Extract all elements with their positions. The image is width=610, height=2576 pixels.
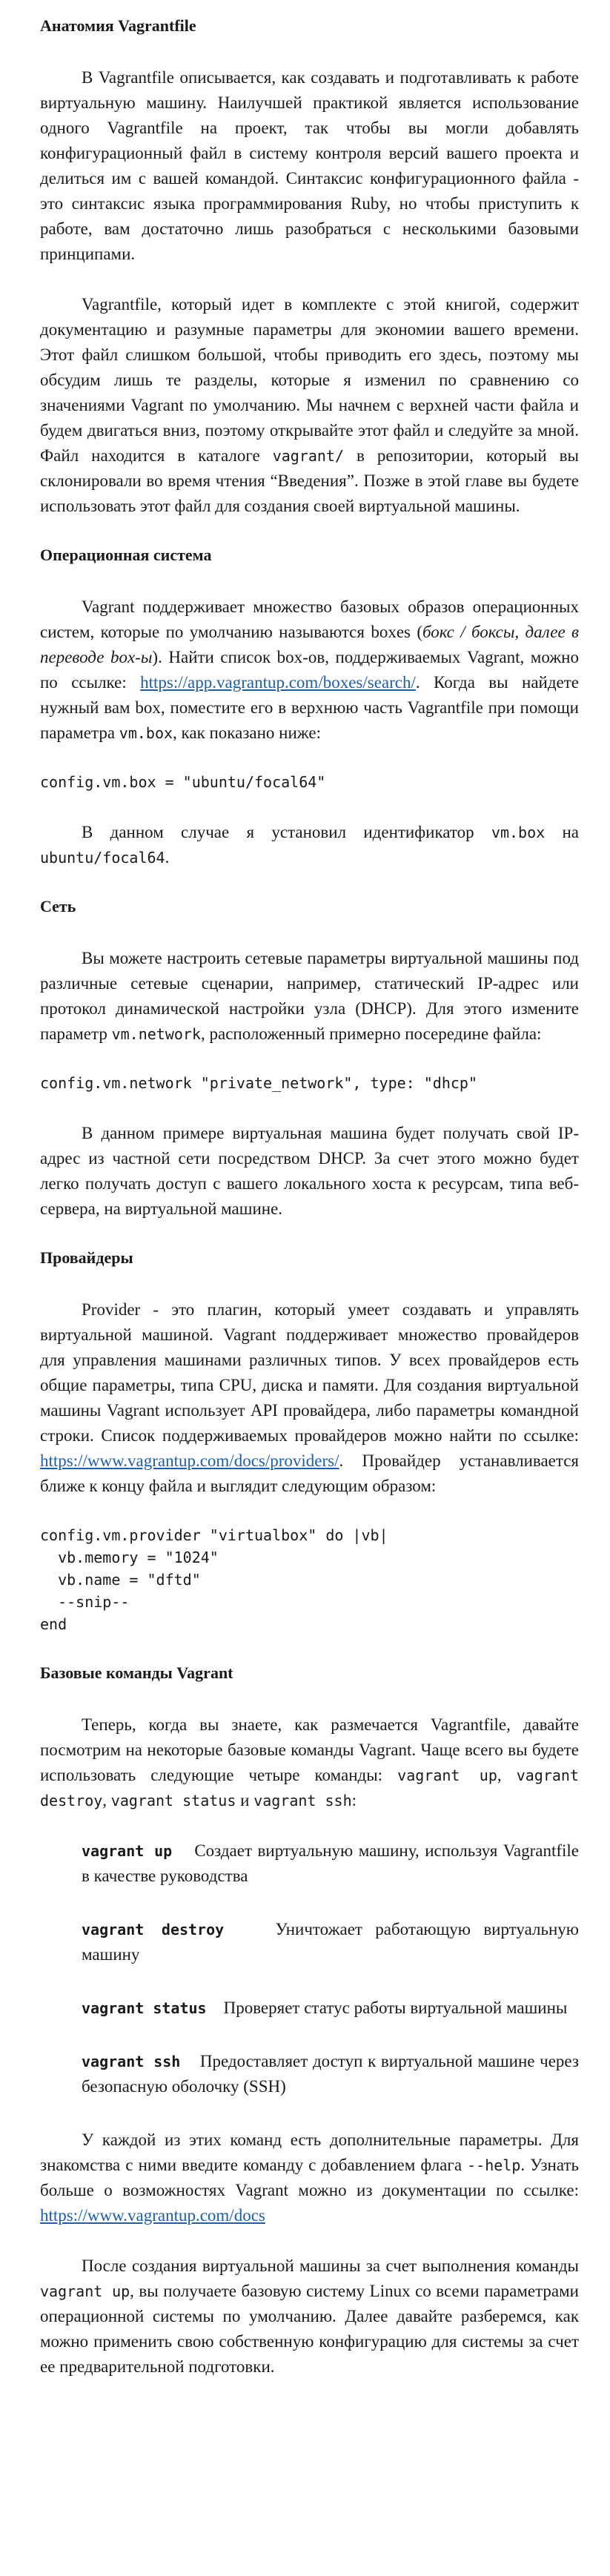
paragraph: Provider - это плагин, который умеет создавать и управлять виртуальной машиной. Vagrant поддерживает множество провайдеров для управления машинами различных типов. У всех провайдеров есть общие параметры, типа CPU, диска и памяти. Для создания виртуальной машины Vagrant использует API провайдера, либо параметры командной строки. Список поддерживаемых провайдеров можно найти по ссылке: https://www.vagrantup.com/docs/providers/. Провайдер устанавливается ближе к концу файла и выглядит следующим образом: <box>40 1300 579 1495</box>
paragraph: В данном случае я установил идентификатор vm.box на ubuntu/focal64. <box>40 823 579 867</box>
command-description: Создает виртуальную машину, используя Vagrantfile в качестве руководства <box>82 1841 579 1885</box>
inline-code: vm.box <box>491 824 546 841</box>
command-description: Уничтожает работающую виртуальную машину <box>82 1920 579 1964</box>
inline-code: ubuntu/focal64 <box>40 849 165 867</box>
inline-code: vagrant up <box>40 2282 130 2300</box>
paragraph: У каждой из этих команд есть дополнительные параметры. Для знакомства с ними введите команду с добавлением флага --help. Узнать больше о возможностях Vagrant можно из документации по ссылке: https://www.vagrantup.com/docs <box>40 2130 579 2225</box>
section-title-commands: Базовые команды Vagrant <box>40 1663 233 1682</box>
command-description: Проверяет статус работы виртуальной машины <box>223 1999 568 2017</box>
providers-docs-link[interactable]: https://www.vagrantup.com/docs/providers/ <box>40 1451 339 1470</box>
paragraph: Теперь, когда вы знаете, как размечается Vagrantfile, давайте посмотрим на некоторые базовые команды Vagrant. Чаще всего вы будете использовать следующие четыре команды: vagrant up, vagrant destroy, vagrant status и vagrant ssh: <box>40 1715 580 1810</box>
section-title-network: Сеть <box>40 897 76 915</box>
inline-code: vagrant ssh <box>253 1792 352 1810</box>
inline-code: vagrant up <box>397 1767 497 1784</box>
command-name: vagrant status <box>82 1999 207 2017</box>
vagrant-docs-link[interactable]: https://www.vagrantup.com/docs <box>40 2206 265 2225</box>
code-block-vm-provider: config.vm.provider "virtualbox" do |vb| vb.memory = "1024" vb.name = "dftd" --snip-- end <box>40 1526 388 1633</box>
inline-code: vagrant/ <box>272 447 345 465</box>
command-item <box>82 1996 579 2021</box>
inline-code: --help <box>467 2156 521 2174</box>
paragraph: Vagrant поддерживает множество базовых образов операционных систем, которые по умолчанию называются boxes (бокс / боксы, далее в переводе box-ы). Найти список box-ов, поддерживаемых Vagrant, можно по ссылке: https://app.vagrantup.com/boxes/search/. Когда вы найдете нужный вам box, поместите его в верхнюю часть Vagrantfile при помощи параметра vm.box, как показано ниже: <box>40 597 580 742</box>
command-item <box>82 2049 579 2099</box>
paragraph: В данном примере виртуальная машина будет получать свой IP-адрес из частной сети посредством DHCP. За счет этого можно будет легко получать доступ с вашего локального хоста к ресурсам, типа веб-сервера, на виртуальной машине. <box>40 1124 579 1218</box>
command-item <box>82 1838 579 1889</box>
paragraph: В Vagrantfile описывается, как создавать и подготавливать к работе виртуальную машину. Наилучшей практикой является использование одного Vagrantfile на проект, так чтобы вы могли добавлять конфигурационный файл в систему контроля версий вашего проекта и делиться им с вашей командой. Синтаксис конфигурационного файла - это синтаксис языка программирования Ruby, но чтобы приступить к работе, вам достаточно лишь разобраться с несколькими базовыми принципами. <box>40 68 579 263</box>
command-name: vagrant up <box>82 1842 173 1860</box>
paragraph: После создания виртуальной машины за счет выполнения команды vagrant up, вы получаете базовую систему Linux со всеми параметрами операционной системы по умолчанию. Далее давайте разберемся, как можно применить свою собственную конфигурацию для системы за счет ее предварительной подготовки. <box>40 2257 579 2376</box>
document-page <box>40 7 579 2405</box>
command-name: vagrant destroy <box>82 1921 225 1938</box>
boxes-search-link[interactable]: https://app.vagrantup.com/boxes/search/ <box>140 673 416 692</box>
code-block-vm-box: config.vm.box = "ubuntu/focal64" <box>40 773 326 791</box>
command-name: vagrant ssh <box>82 2053 181 2070</box>
code-block-vm-network: config.vm.network "private_network", type: "dhcp" <box>40 1074 478 1092</box>
paragraph: Vagrantfile, который идет в комплекте с этой книгой, содержит документацию и разумные параметры для экономии вашего времени. Этот файл слишком большой, чтобы приводить его здесь, поэтому мы обсудим лишь те разделы, которые я изменил по сравнению со значениями Vagrant по умолчанию. Мы начнем с верхней части файла и будем двигаться вниз, поэтому открывайте этот файл и следуйте за мной. Файл находится в каталоге vagrant/ в репозитории, который вы склонировали во время чтения “Введения”. Позже в этой главе вы будете использовать этот файл для создания своей виртуальной машины. <box>40 295 579 515</box>
inline-code: vagrant destroy <box>40 1767 580 1810</box>
inline-code: vm.network <box>111 1025 201 1043</box>
section-title-os: Операционная система <box>40 546 212 564</box>
section-title-anatomy: Анатомия Vagrantfile <box>40 16 196 35</box>
command-item <box>82 1917 579 1967</box>
section-title-providers: Провайдеры <box>40 1248 133 1267</box>
paragraph: Вы можете настроить сетевые параметры виртуальной машины под различные сетевые сценарии, например, статический IP-адрес или протокол динамической настройки узла (DHCP). Для этого измените параметр vm.network, расположенный примерно посередине файла: <box>40 949 579 1043</box>
command-list <box>82 1838 579 2099</box>
inline-code: vagrant status <box>110 1792 236 1810</box>
inline-code: vm.box <box>119 724 173 742</box>
command-description: Предоставляет доступ к виртуальной машине через безопасную оболочку (SSH) <box>82 2052 579 2096</box>
